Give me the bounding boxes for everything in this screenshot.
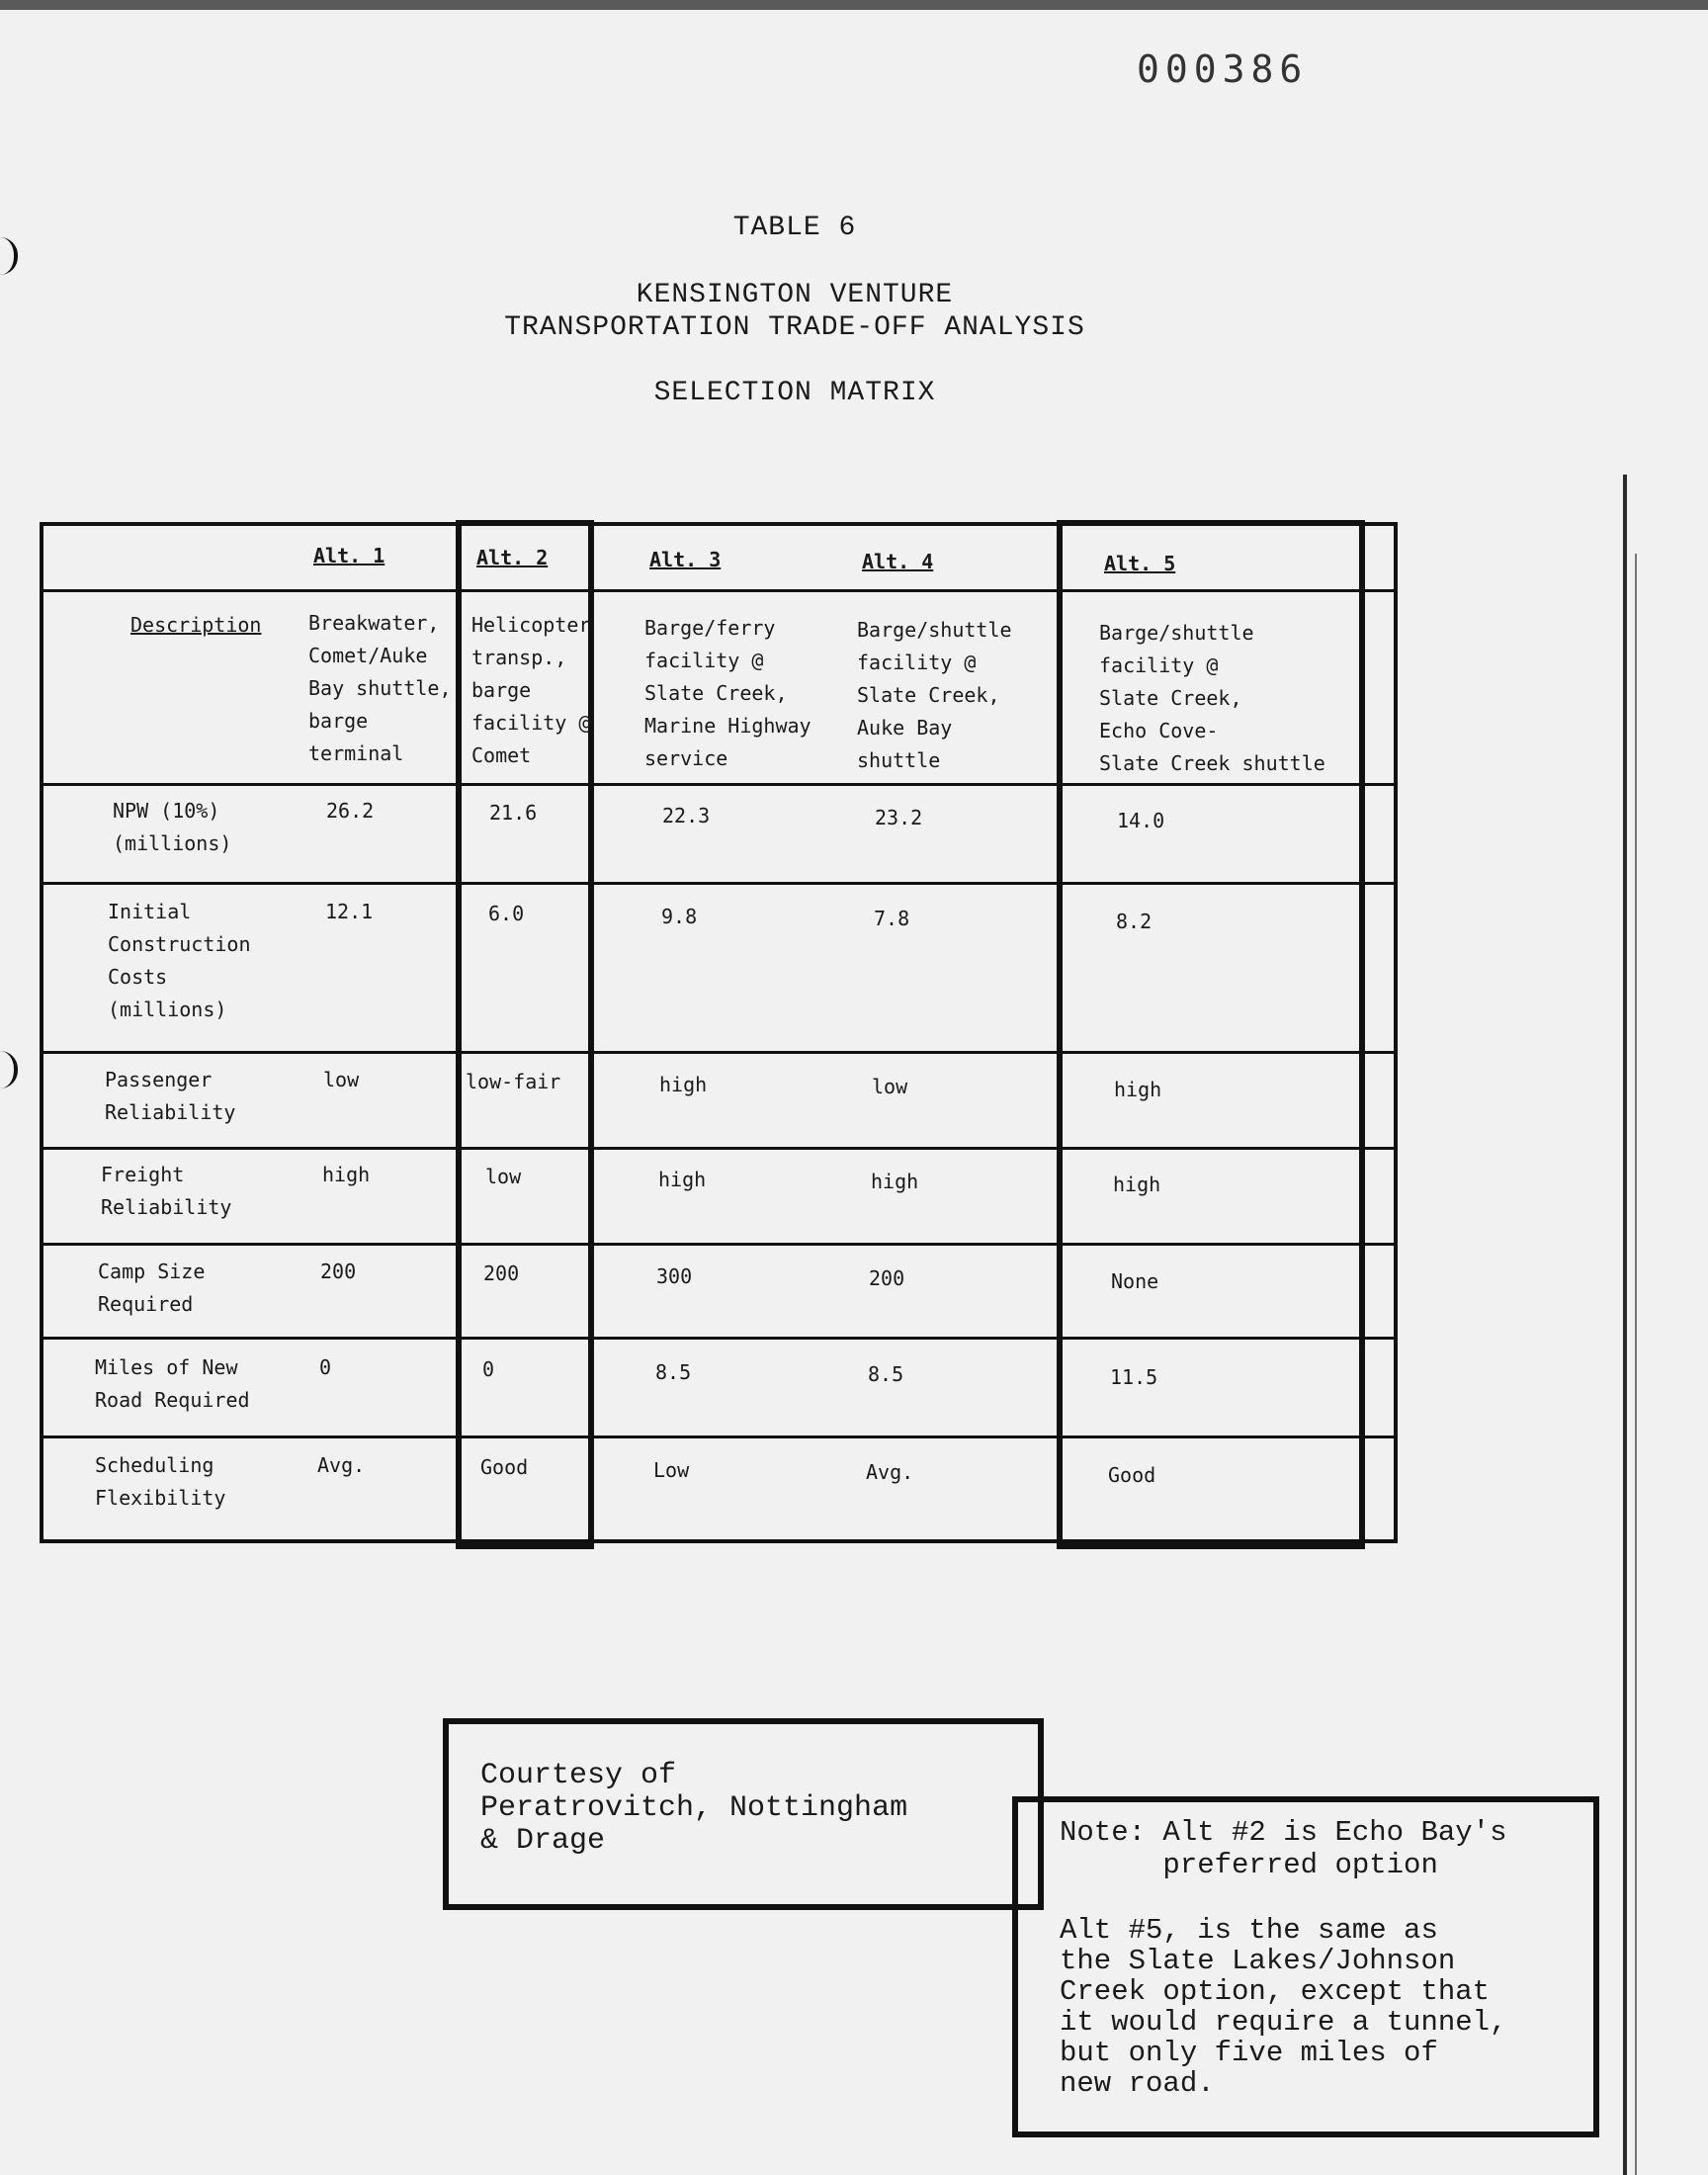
page-right-edge xyxy=(1623,475,1627,2175)
selection-matrix-table xyxy=(40,522,1398,1543)
matrix-title: SELECTION MATRIX xyxy=(653,378,936,408)
matrix-cell: 200 xyxy=(320,1260,357,1283)
row-divider xyxy=(43,589,1394,592)
matrix-cell: 8.5 xyxy=(868,1362,904,1386)
matrix-cell: Barge/shuttle facility @ Slate Creek, Echo Cove- Slate Creek shuttle xyxy=(1099,621,1325,775)
row-divider xyxy=(43,783,1394,786)
matrix-cell: high xyxy=(1113,1173,1161,1196)
matrix-cell: 22.3 xyxy=(662,804,711,827)
matrix-cell: Avg. xyxy=(317,1453,366,1477)
row-label: NPW (10%) (millions) xyxy=(113,799,232,855)
matrix-cell: high xyxy=(658,1168,707,1191)
analysis-title: TRANSPORTATION TRADE-OFF ANALYSIS xyxy=(504,312,1085,343)
note-alt5-description: Alt #5, is the same as the Slate Lakes/Johnson Creek option, except that it would require a tunnel, but only five miles of new road. xyxy=(1060,1914,1507,2100)
matrix-cell: high xyxy=(871,1170,919,1193)
matrix-cell: high xyxy=(322,1163,371,1186)
row-label: Miles of New Road Required xyxy=(95,1355,250,1412)
courtesy-box xyxy=(443,1718,1044,1910)
document-number: 000386 xyxy=(1137,47,1309,91)
page-right-edge-shadow xyxy=(1635,554,1637,2175)
matrix-cell: 21.6 xyxy=(489,801,538,825)
matrix-cell: 7.8 xyxy=(874,907,910,930)
row-divider xyxy=(43,1436,1394,1438)
matrix-cell: Barge/ferry facility @ Slate Creek, Marine Highway service xyxy=(644,616,811,770)
matrix-cell: low xyxy=(485,1165,522,1188)
row-divider xyxy=(43,882,1394,885)
matrix-cell: Good xyxy=(480,1455,529,1479)
matrix-cell: high xyxy=(659,1073,708,1096)
note-box xyxy=(1012,1796,1599,2137)
row-divider xyxy=(43,1147,1394,1150)
matrix-cell: 23.2 xyxy=(875,806,923,829)
project-title: KENSINGTON VENTURE xyxy=(636,280,954,310)
row-label: Freight Reliability xyxy=(101,1163,232,1219)
row-label: Passenger Reliability xyxy=(105,1068,236,1124)
matrix-cell: 26.2 xyxy=(326,799,375,823)
row-divider xyxy=(43,1337,1394,1340)
matrix-cell: low xyxy=(323,1068,360,1091)
matrix-cell: 0 xyxy=(319,1355,332,1379)
matrix-cell: high xyxy=(1114,1078,1162,1101)
matrix-cell: 300 xyxy=(656,1264,693,1288)
matrix-cell: Barge/shuttle facility @ Slate Creek, Auke Bay shuttle xyxy=(857,618,1012,772)
matrix-cell: 8.5 xyxy=(655,1360,692,1384)
matrix-cell: 11.5 xyxy=(1110,1365,1158,1389)
matrix-cell: Avg. xyxy=(866,1460,914,1484)
column-header-alt-1: Alt. 1 xyxy=(313,544,385,567)
page-top-edge xyxy=(0,0,1708,10)
row-divider xyxy=(43,1243,1394,1246)
matrix-cell: 0 xyxy=(482,1357,495,1381)
row-label: Scheduling Flexibility xyxy=(95,1453,226,1510)
row-divider xyxy=(43,1051,1394,1054)
row-label: Camp Size Required xyxy=(98,1260,206,1316)
matrix-cell: 12.1 xyxy=(325,900,374,923)
matrix-cell: 14.0 xyxy=(1117,809,1165,832)
matrix-cell: None xyxy=(1111,1269,1159,1293)
column-header-alt-3: Alt. 3 xyxy=(649,548,722,571)
matrix-cell: Low xyxy=(653,1458,690,1482)
matrix-cell: 6.0 xyxy=(488,902,525,925)
matrix-cell: 9.8 xyxy=(661,905,698,928)
punch-hole-mark xyxy=(0,1051,18,1088)
column-header-alt-5: Alt. 5 xyxy=(1104,552,1176,575)
description-label: Description xyxy=(130,613,262,637)
matrix-cell: Breakwater, Comet/Auke Bay shuttle, barge terminal xyxy=(308,611,452,765)
matrix-cell: 8.2 xyxy=(1116,910,1153,933)
matrix-cell: low xyxy=(872,1075,908,1098)
matrix-cell: Good xyxy=(1108,1463,1156,1487)
courtesy-text: Courtesy of Peratrovitch, Nottingham & Drage xyxy=(480,1759,908,1858)
row-label: Initial Construction Costs (millions) xyxy=(108,900,251,1021)
note-preferred-option: Note: Alt #2 is Echo Bay's preferred option xyxy=(1060,1816,1507,1881)
matrix-cell: low-fair xyxy=(466,1070,561,1093)
table-number: TABLE 6 xyxy=(732,213,857,243)
column-header-alt-2: Alt. 2 xyxy=(476,546,549,569)
column-header-alt-4: Alt. 4 xyxy=(862,550,934,573)
matrix-cell: 200 xyxy=(483,1262,520,1285)
matrix-cell: Helicopter transp., barge facility @ Comet xyxy=(471,613,591,767)
matrix-cell: 200 xyxy=(869,1266,905,1290)
